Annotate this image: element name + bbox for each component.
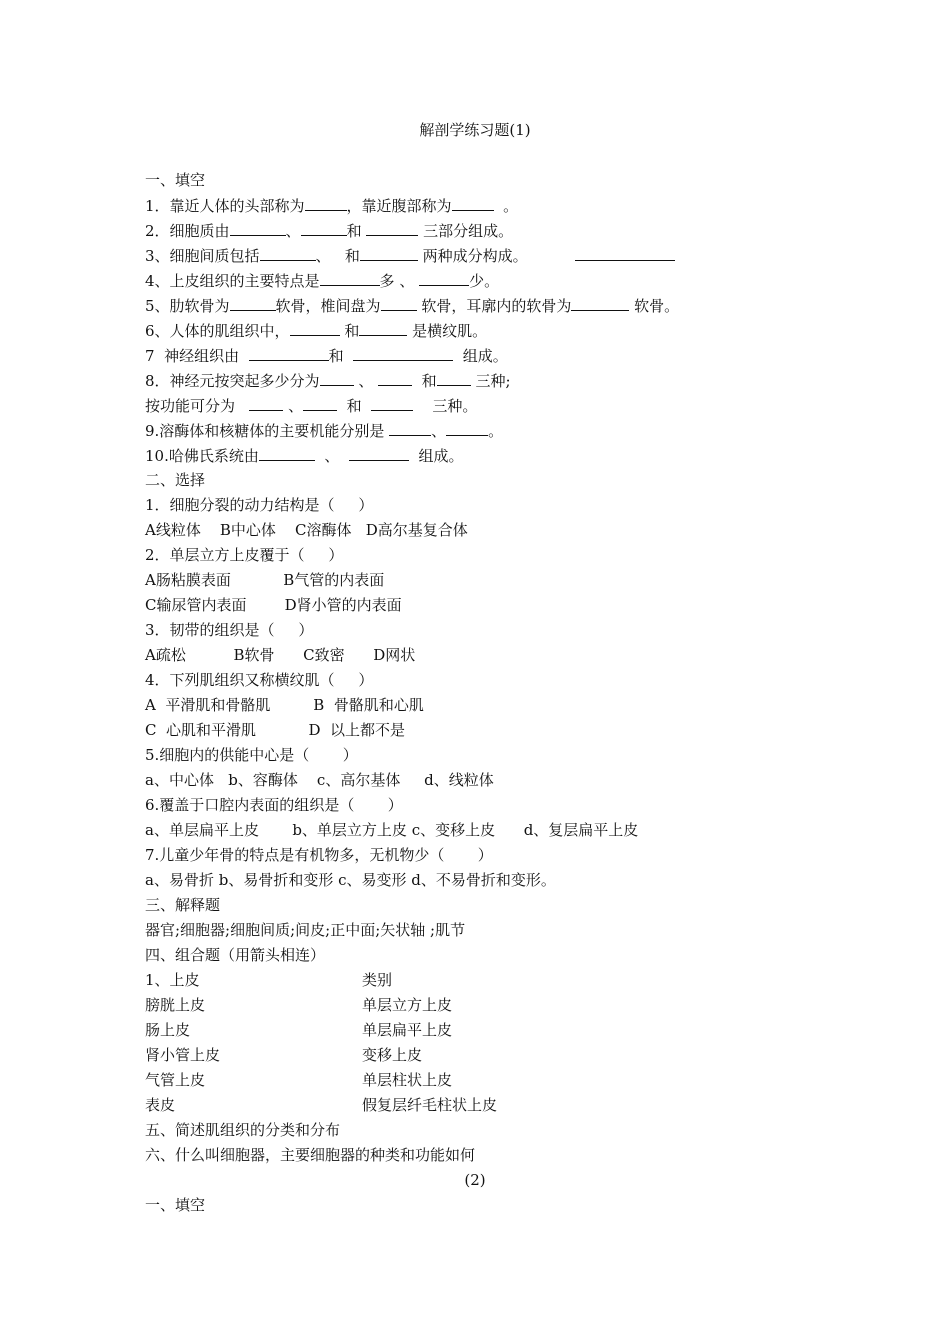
answer-blank[interactable]: [305, 193, 347, 211]
answer-blank[interactable]: [371, 393, 413, 411]
answer-blank[interactable]: [303, 393, 337, 411]
answer-blank[interactable]: [230, 218, 286, 236]
choice-options-2b: C输尿管内表面 D肾小管的内表面: [145, 596, 402, 614]
answer-blank[interactable]: [349, 443, 409, 461]
fill-question-1: 1．靠近人体的头部称为 ，靠近腹部称为 。: [145, 193, 845, 218]
fill-question-3: 3、细胞间质包括 、 和 两种成分构成。: [145, 243, 845, 268]
section-heading-essay-organelle: 六、什么叫细胞器，主要细胞器的种类和功能如何: [145, 1146, 476, 1164]
fill-question-2: 2．细胞质由 、 和 三部分组成。: [145, 218, 845, 243]
match-row: [145, 1018, 845, 1043]
fill-question-6: 6、人体的肌组织中， 和 是横纹肌。: [145, 318, 845, 343]
part-number: (2): [464, 1171, 486, 1189]
section-heading-fill: 一、填空: [145, 171, 206, 189]
match-left-item[interactable]: 膀胱上皮: [145, 996, 206, 1014]
fill-question-5: 5、肋软骨为 软骨，椎间盘为 软骨，耳廓内的软骨为 软骨。: [145, 293, 845, 318]
match-left-item[interactable]: 肾小管上皮: [145, 1046, 221, 1064]
answer-blank[interactable]: [366, 218, 418, 236]
choice-options-5: a、中心体 b、容酶体 c、高尔基体 d、线粒体: [145, 771, 494, 789]
fill-question-4: 4、上皮组织的主要特点是 多 、 少。: [145, 268, 845, 293]
match-right-item[interactable]: 变移上皮: [362, 1046, 423, 1064]
answer-blank[interactable]: [320, 268, 380, 286]
exercise-content: [145, 168, 845, 1218]
match-row: [145, 993, 845, 1018]
choice-question-2: 2．单层立方上皮覆于（ ）: [145, 546, 344, 564]
match-right-item: 类别: [362, 971, 393, 989]
choice-options-3: A疏松 B软骨 C致密 D网状: [145, 646, 416, 664]
choice-options-7: a、易骨折 b、易骨折和变形 c、易变形 d、不易骨折和变形。: [145, 871, 556, 889]
answer-blank[interactable]: [419, 268, 469, 286]
answer-blank[interactable]: [575, 243, 675, 261]
answer-blank[interactable]: [290, 318, 340, 336]
answer-blank[interactable]: [301, 218, 347, 236]
answer-blank[interactable]: [353, 343, 453, 361]
fill-question-7: 7 神经组织由 和 组成。: [145, 343, 845, 368]
match-right-item[interactable]: 单层扁平上皮: [362, 1021, 453, 1039]
match-left-item[interactable]: 表皮: [145, 1096, 176, 1114]
answer-blank[interactable]: [452, 193, 494, 211]
answer-blank[interactable]: [260, 243, 316, 261]
match-row: [145, 968, 845, 993]
explain-terms: 器官;细胞器;细胞间质;间皮;正中面;矢状轴 ;肌节: [145, 921, 466, 939]
section-heading-choice: 二、选择: [145, 471, 206, 489]
answer-blank[interactable]: [249, 393, 283, 411]
match-row: [145, 1068, 845, 1093]
answer-blank[interactable]: [381, 293, 417, 311]
match-left-item[interactable]: 气管上皮: [145, 1071, 206, 1089]
match-row: [145, 1043, 845, 1068]
answer-blank[interactable]: [259, 443, 315, 461]
section-heading-essay-muscle: 五、简述肌组织的分类和分布: [145, 1121, 341, 1139]
match-right-item[interactable]: 假复层纤毛柱状上皮: [362, 1096, 498, 1114]
fill-question-8b: 按功能可分为 、 和 三种。: [145, 393, 845, 418]
choice-question-6: 6.覆盖于口腔内表面的组织是（ ）: [145, 796, 403, 814]
choice-question-5: 5.细胞内的供能中心是（ ）: [145, 746, 358, 764]
choice-question-1: 1．细胞分裂的动力结构是（ ）: [145, 496, 374, 514]
page-title: 解剖学练习题(1): [419, 121, 531, 139]
choice-options-2a: A肠粘膜表面 B气管的内表面: [145, 571, 385, 589]
match-left-item[interactable]: 肠上皮: [145, 1021, 191, 1039]
answer-blank[interactable]: [378, 368, 412, 386]
answer-blank[interactable]: [571, 293, 629, 311]
match-left-item: 1、上皮: [145, 971, 200, 989]
answer-blank[interactable]: [437, 368, 471, 386]
choice-options-1: A线粒体 B中心体 C溶酶体 D高尔基复合体: [145, 521, 468, 539]
choice-question-3: 3．韧带的组织是（ ）: [145, 621, 314, 639]
answer-blank[interactable]: [446, 418, 488, 436]
match-right-item[interactable]: 单层立方上皮: [362, 996, 453, 1014]
fill-question-8a: 8．神经元按突起多少分为 、 和 三种;: [145, 368, 845, 393]
choice-options-4a: A 平滑肌和骨骼肌 B 骨骼肌和心肌: [145, 696, 424, 714]
choice-options-4b: C 心肌和平滑肌 D 以上都不是: [145, 721, 406, 739]
section-heading-fill-2: 一、填空: [145, 1196, 206, 1214]
choice-question-4: 4．下列肌组织又称横纹肌（ ）: [145, 671, 374, 689]
answer-blank[interactable]: [360, 243, 418, 261]
answer-blank[interactable]: [320, 368, 354, 386]
fill-question-9: 9.溶酶体和核糖体的主要机能分别是 、 。: [145, 418, 845, 443]
answer-blank[interactable]: [389, 418, 431, 436]
answer-blank[interactable]: [359, 318, 407, 336]
choice-options-6: a、单层扁平上皮 b、单层立方上皮 c、变移上皮 d、复层扁平上皮: [145, 821, 639, 839]
match-right-item[interactable]: 单层柱状上皮: [362, 1071, 453, 1089]
section-heading-explain: 三、解释题: [145, 896, 221, 914]
answer-blank[interactable]: [230, 293, 276, 311]
fill-question-10: 10.哈佛氏系统由 、 组成。: [145, 443, 845, 468]
section-heading-match: 四、组合题（用箭头相连）: [145, 946, 326, 964]
answer-blank[interactable]: [249, 343, 329, 361]
match-row: [145, 1093, 845, 1118]
choice-question-7: 7.儿童少年骨的特点是有机物多，无机物少（ ）: [145, 846, 493, 864]
